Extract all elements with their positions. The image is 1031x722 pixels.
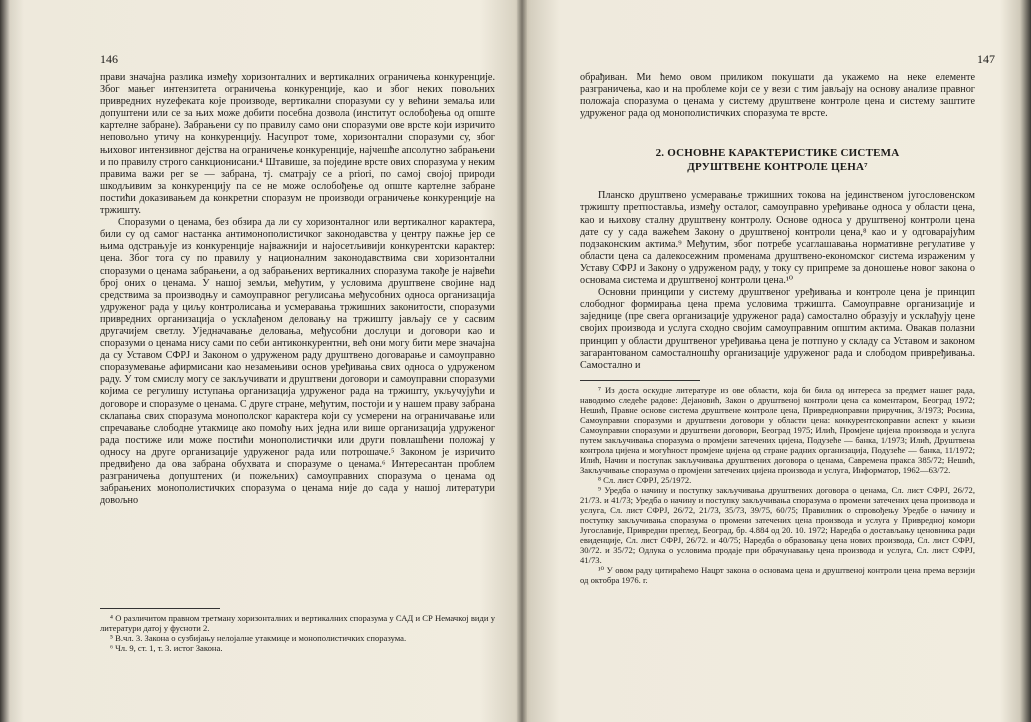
paragraph: Планско друштвено усмеравање тржишних токова на јединственом југословенском тржишту претпоставља, између осталог, самоуправно уређивање односа у области цена, као и њихову сталну друштвену контролу. Основе односа у друштвеној контроли цена дате су у сада важећем Закону о друштвеној контроли цена,⁸ као и у одговарајућим подзаконским актима.⁹ Међутим, због потребе усаглашавања нормативне регулативе у области цена са далекосежним променама друштвено-економског система израженим у Уставу СФРЈ и Закону о удруженом раду, у току су припреме за доношење новог закона о основама система и друштвеној контроли цена.¹⁰ bbox=[580, 190, 975, 287]
paragraph: прави значајна разлика између хоризонталних и вертикалних ограничења конкуренције. Због мањег интензитета ограничења конкуренције, као и због неких повољних привредних нуzефеката које производе, вертикални споразуми су у већини земаља или допуштени или се за њих може добити посебна дозвола (институт ослобођења од опште картелне забране). Забрањени су по правилу само они споразуми ове врсте који изричито неповољно утичу на конкуренцију. Насупрот томе, хоризонтални споразуми су, због њиховог интензивног дејства на ограничење конкуренције, најчешће апсолутно забрањени и по правилу строго санкционисани.⁴ Штавише, за поједине врсте ових споразума у неким правима важи per se — забрана, тј. сматрају се a priori, по самој својој природи шкодљивим за конкуренцију па се не може ослобођење од опште картелне забране постићи доказивањем да конкретни споразум не производи ограничење конкуренције на тржишту. bbox=[100, 72, 495, 217]
right-page-body bbox=[580, 72, 975, 585]
section-heading bbox=[580, 146, 975, 174]
page-number: 147 bbox=[977, 52, 995, 66]
footnote: ⁵ В.чл. 3. Закона о сузбијању нелојалне утакмице и монополистичких споразума. bbox=[110, 633, 407, 643]
left-page-body bbox=[100, 72, 495, 507]
footnote: ⁷ Из доста оскудне литературе из ове области, која би била од интереса за предмет нашег рада, наводимо следеће радове: Дејановић, Закон о друштвеној контроли цена са коментаром, Београд 1972; Нешић, Правне основе система друштвене контроле цена, Привредноправни приручник, 3/1973; Росина, Самоуправни споразуми и друштвени договори у области цена: конкурентскоправни аспект у књизи Самоуправни споразуми и друштвени договори, Београд 1975; Илић, Промјене цијена производа и услуга путем закључивања споразума о промјени затечених цијена, Подузеће — банка, 1/1973; Илић, Друштвена контрола цијена и могућност промјене цијена од стране радних организација, Подузеће — банка, 11/1972; Илић, Начин и поступак закључивања друштвених договора о ценама, Савремена пракса 385/72; Нешић, Закључивање споразума о промјени затечених цијена производа и услуга, Информатор, 1962—63/72. bbox=[580, 384, 975, 475]
paragraph: Споразуми о ценама, без обзира да ли су хоризонталног или вертикалног карактера, били су од самог настанка антимонополистичког законодавства у центру пажње јер се њима одстрањује из конкуренције најважнији и најосетљивији конкурентски карактер: цена. Због тога су по правилу у националним законодавствима сви хоризонтални споразуми о ценама забрањени, а од забрањених вертикалних споразума такође је највећи број оних о ценама. У нашој земљи, међутим, у условима друштвене својине над средствима за производњу и самоуправног регулисања међусобних односа организација удруженог рада у циљу контролисања и усмеравања тржишних законитости, споразуми привредних организација о усклађеном деловању на тржишту јављају се у сасвим другачијем светлу. Уједначавање деловања, међусобни дослуци и договори као и споразуми о ценама нису сами по себи антиконкурентни, већ они могу бити мере значајна да су Уставом СФРЈ и Законом о удруженом раду друштвено договарање и самоуправно споразумевање афирмисани као незамењиви основ уређивања свих односа о удруженом раду. У том смислу могу се закључивати и друштвени договори и самоуправни споразуми којима се регулишу иступања организација удруженог рада на тржишту, укључујући и договоре и споразуме о ценама. С друге стране, међутим, постоји и у нашем праву забрана склапања свих споразума монополског карактера који су усмерени на ограничавање или спречавање слободне утакмице ако помоћу њих једна или више организација удруженог рада постиже или може постићи монополистички или други повлашћени положај у односу на друге организације удруженог рада или потрошаче.⁵ Законом је изричито предвиђено да ова забрана обухвата и споразуме о ценама.⁶ Интересантан проблем разграничења допуштених (и пожељних) самоуправних споразума о ценама од забрањених монополистичких споразума о ценама није до сада у нашој литератури довољно bbox=[100, 217, 495, 507]
footnote: ⁶ Чл. 9, ст. 1, т. 3. истог Закона. bbox=[110, 643, 223, 653]
right-page bbox=[580, 0, 995, 722]
paragraph: Основни принципи у систему друштвеног уређивања и контроле цена је принцип слободног формирања цена према условима тржишта. Самоуправне организације и заједнице (пре свега организације удруженог рада) самостално образују и усклађују цене својих производа и услуга сходно својим самоуправним општим актима. Овакав полазни принцип у области друштвеног уређивања цена је потпуно у складу са Уставом и законом загарантованом самосталношћу организације удруженог рада и слободом привређивања. Самостално и bbox=[580, 287, 975, 371]
footnote-rule bbox=[100, 608, 220, 609]
footnote: ⁸ Сл. лист СФРЈ, 25/1972. bbox=[598, 474, 692, 485]
footnotes bbox=[100, 600, 495, 653]
footnote-rule bbox=[580, 380, 700, 381]
left-page bbox=[100, 0, 495, 722]
book-gutter bbox=[517, 0, 527, 722]
section-heading-line: 2. ОСНОВНЕ КАРАКТЕРИСТИКЕ СИСТЕМА bbox=[655, 147, 900, 160]
page-number: 146 bbox=[100, 52, 118, 66]
footnote: ⁹ Уредба о начину и поступку закључивања друштвених договора о ценама, Сл. лист СФРЈ, 26/72, 21/73. и 41/73; Уредба о начину и поступку закључивања споразума о промени затечених цена производа и услуга, Сл. лист СФРЈ, 26/72, 21/73, 35/73, 39/75, 60/75; Правилник о спровођењу Уредбе о начину и поступку закључивања споразума о промени затечених цена производа и услуга у Привредној комори Југославије, Привредни преглед, Београд, бр. 4.884 од 20. 10. 1972; Наредба о достављању ценовника ради евиденције, Сл. лист СФРЈ, 26/72. и 40/75; Наредба о образовању цена нових производа, Сл. лист СФРЈ, 30/72. и 35/72; Одлука о условима продаје при обрачунавању цена производа и услуга, Сл. лист СФРЈ, 41/73. bbox=[580, 484, 975, 565]
footnote: ⁴ О различитом правном третману хоризонталних и вертикалних споразума у САД и СР Немачкој види у литератури датој у фусноти 2. bbox=[100, 613, 495, 633]
footnote: ¹⁰ У овом раду цитираћемо Нацрт закона о основама цена и друштвеној контроли цена према верзији од октобра 1976. г. bbox=[580, 564, 975, 585]
paragraph: обрађиван. Ми ћемо овом приликом покушати да укажемо на неке елементе разграничења, као и на проблеме који се у вези с тим јављају на основу анализе правног положаја споразума о ценама у систему друштвене контроле цена и систему заштите удруженог рада од монополистичких споразума те врсте. bbox=[580, 72, 975, 120]
section-heading-line: ДРУШТВЕНЕ КОНТРОЛЕ ЦЕНА⁷ bbox=[687, 161, 868, 174]
